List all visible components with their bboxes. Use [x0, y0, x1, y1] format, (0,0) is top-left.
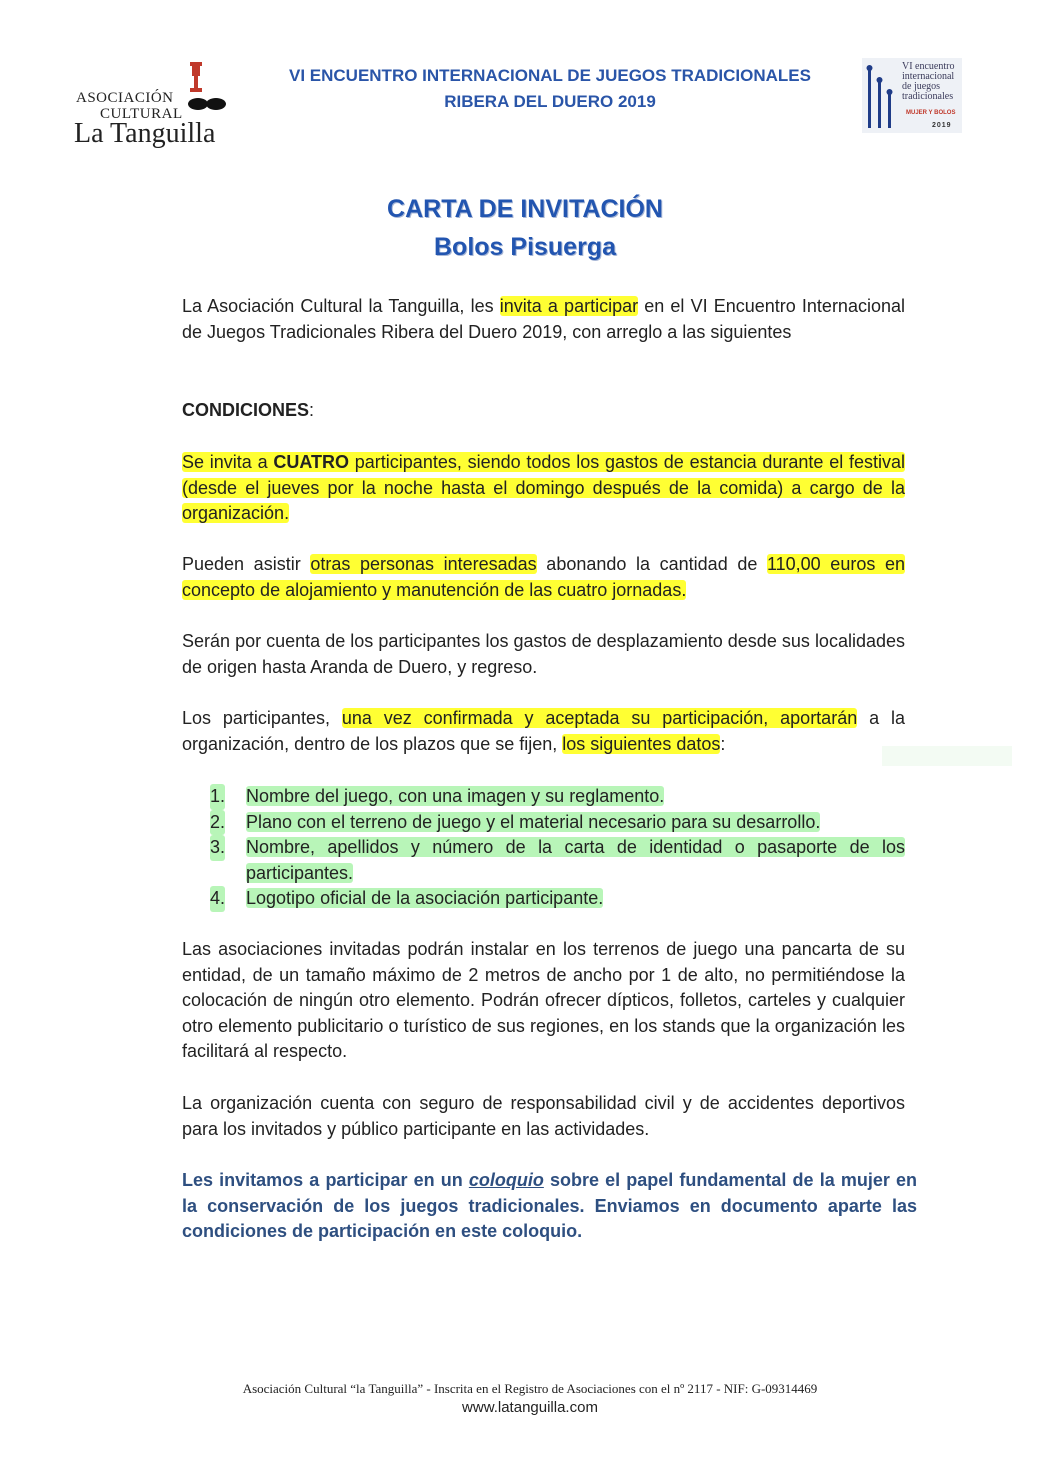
- list-item-number: 4.: [210, 886, 225, 912]
- p1-text-c: participantes, siendo todos los gastos de estancia durante el festival (desde el jueves por la noche hasta el domingo después de la comida) a cargo de la organización.: [182, 452, 905, 523]
- required-data-list: [210, 784, 905, 912]
- p4-highlight-b: una vez confirmada y aceptada su participación, aportarán: [341, 708, 858, 728]
- list-item: [210, 784, 905, 810]
- intro-text-c: en el VI Encuentro Internacional de Juegos Tradicionales Ribera del Duero 2019, con arreglo a las siguientes: [182, 296, 905, 342]
- list-item-text: Nombre, apellidos y número de la carta de identidad o pasaporte de los participantes.: [246, 837, 905, 883]
- logo-right-t5: MUJER Y BOLOS: [906, 110, 956, 116]
- conditions-label: CONDICIONES: [182, 400, 310, 420]
- header-title-line-1: VI ENCUENTRO INTERNACIONAL DE JUEGOS TRADICIONALES: [288, 66, 811, 85]
- tanguilla-logo: [70, 58, 240, 148]
- list-item-text: Nombre del juego, con una imagen y su reglamento.: [246, 786, 665, 806]
- bolos-icon: [862, 58, 902, 133]
- logo-right-year: 2019: [932, 122, 952, 129]
- logo-line-3: La Tanguilla: [74, 118, 216, 149]
- p1-count: CUATRO: [273, 452, 350, 472]
- p4-text-e: :: [720, 733, 726, 754]
- p2-highlight-d: 110,00 euros en concepto de alojamiento y manutención de las cuatro jornadas.: [182, 554, 905, 600]
- list-item-text: Plano con el terreno de juego y el material necesario para su desarrollo.: [246, 811, 821, 832]
- logo-line-1: ASOCIACIÓN: [76, 90, 174, 106]
- p4-highlight-d: los siguientes datos: [562, 733, 721, 754]
- intro-text-a: La Asociación Cultural la Tanguilla, les: [182, 296, 500, 316]
- list-item-number: 3.: [210, 835, 225, 861]
- paragraph-banners: Las asociaciones invitadas podrán instalar en los terrenos de juego una pancarta de su entidad, de un tamaño máximo de 2 metros de ancho por 1 de alto, no permitiéndose la colocación de ningún otro elemento. Podrán ofrecer dípticos, folletos, carteles y cualquier otro elemento publicitario o turístico de sus regiones, en los stands que la organización les facilitará al respecto.: [182, 939, 905, 1061]
- footer-registration: Asociación Cultural “la Tanguilla” - Inscrita en el Registro de Asociaciones con el nº 2117 - NIF: G-09314469: [242, 1381, 818, 1396]
- encuentro-logo: [862, 58, 962, 133]
- logo-right-t1: VI encuentro: [902, 61, 955, 72]
- document-subtitle: Bolos Pisuerga: [434, 233, 616, 261]
- footer-website-link[interactable]: www.latanguilla.com: [462, 1399, 598, 1416]
- paragraph-insurance: La organización cuenta con seguro de responsabilidad civil y de accidentes deportivos para los invitados y público participante en las actividades.: [182, 1093, 905, 1139]
- faint-mark: [882, 746, 1012, 766]
- list-item-text: Logotipo oficial de la asociación participante.: [246, 888, 604, 908]
- final-text-c: sobre el papel fundamental de la mujer en la conservación de los juegos tradicionales. Enviamos en documento aparte las condiciones de participación en este coloquio.: [182, 1170, 917, 1241]
- p2-highlight-b: otras personas interesadas: [310, 554, 537, 574]
- paragraph-other-attendees: [182, 552, 905, 603]
- colloquium-word: coloquio: [468, 1170, 544, 1190]
- conditions-heading: [182, 398, 905, 424]
- paragraph-colloquium-invitation: [182, 1168, 917, 1245]
- list-item: [210, 835, 905, 886]
- p4-text-c: a la organización, dentro de los plazos que se fijen,: [182, 708, 905, 754]
- p1-text-a: Se invita a: [182, 452, 274, 472]
- intro-highlight: invita a participar: [499, 296, 639, 316]
- list-item: [210, 886, 905, 912]
- p2-text-a: Pueden asistir: [182, 554, 311, 574]
- intro-paragraph: [182, 294, 905, 345]
- final-text-a: Les invitamos a participar en un: [182, 1170, 469, 1190]
- paragraph-invitation: [182, 450, 905, 527]
- paragraph-travel-costs: Serán por cuenta de los participantes los gastos de desplazamiento desde sus localidades de origen hasta Aranda de Duero, y regreso.: [182, 631, 905, 677]
- logo-line-2: CULTURAL: [100, 106, 183, 122]
- paragraph-required-data: [182, 706, 905, 757]
- logo-right-t3: de juegos: [902, 81, 941, 92]
- list-item-number: 2.: [210, 810, 225, 836]
- document-title: CARTA DE INVITACIÓN: [387, 195, 663, 223]
- header-title-line-2: RIBERA DEL DUERO 2019: [444, 92, 656, 111]
- list-item-number: 1.: [210, 784, 225, 810]
- list-item: [210, 810, 905, 836]
- logo-right-t2: internacional: [902, 71, 955, 82]
- logo-right-t4: tradicionales: [902, 91, 954, 102]
- p2-text-c: abonando la cantidad de: [536, 554, 767, 574]
- p4-text-a: Los participantes,: [182, 708, 342, 728]
- conditions-colon: :: [309, 400, 315, 420]
